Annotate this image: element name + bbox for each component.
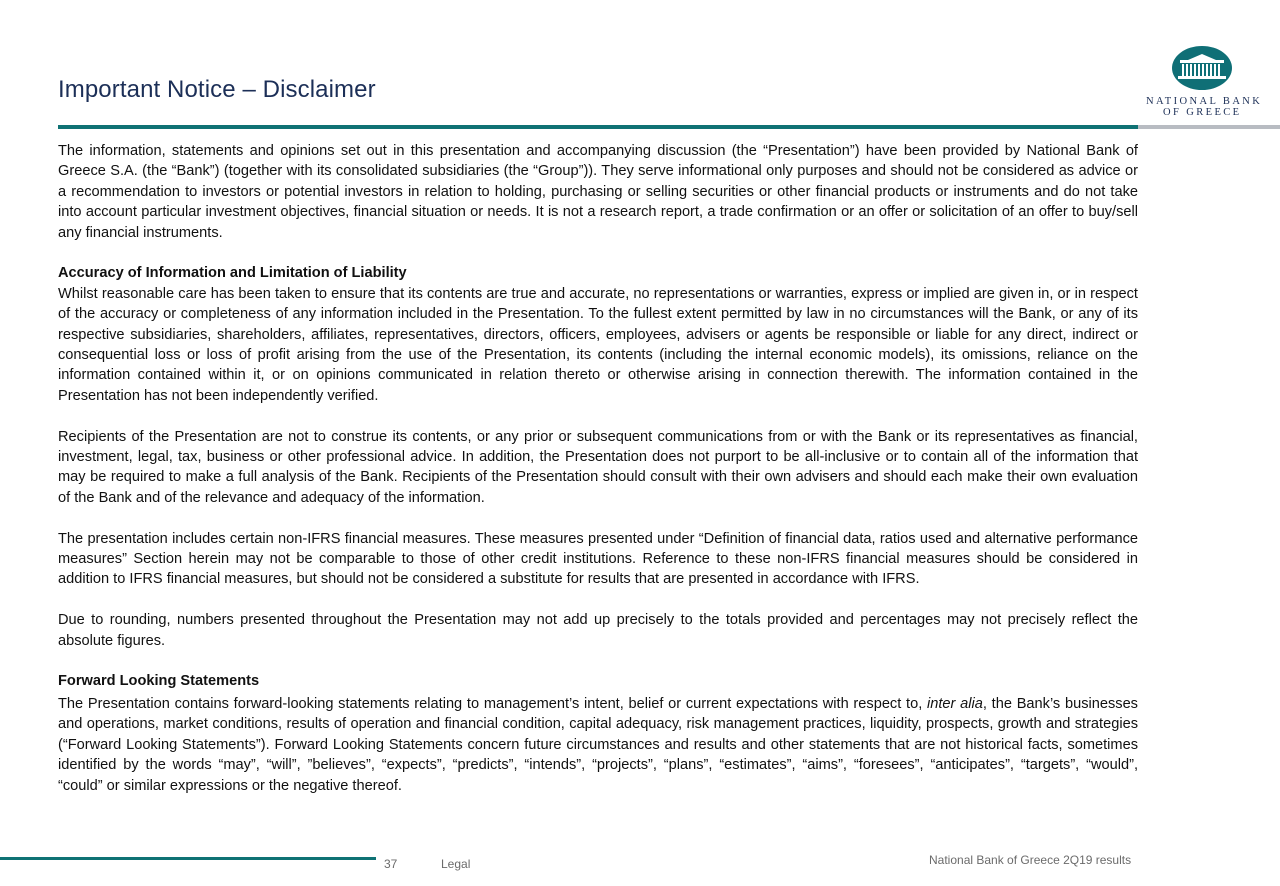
forward-heading: Forward Looking Statements — [58, 673, 260, 690]
page-number: 37 — [384, 857, 398, 871]
forward-paragraph — [58, 694, 1138, 796]
page-title: Important Notice – Disclaimer — [58, 76, 376, 103]
logo-text-national-bank: NATIONAL BANK — [1146, 96, 1263, 107]
rounding-paragraph: Due to rounding, numbers presented throughout the Presentation may not add up precisely to the totals provided and percentages may not precisely reflect the absolute figures. — [58, 612, 1138, 649]
forward-text-b: , the Bank’s businesses and operations, market conditions, results of operation and financial condition, capital adequacy, risk management practices, liquidity, prospects, growth and strategies (“Forward Looking Statements”). Forward Looking Statements concern future circumstances and results and other statements that are not historical facts, sometimes identified by the words “may”, “will”, ”believes”, “expects”, “predicts”, “intends”, “projects”, “plans”, “estimates”, “aims”, “foresees”, “anticipates”, “targets”, “would”, “could” or similar expressions or the negative thereof. — [58, 695, 1138, 794]
ifrs-paragraph: The presentation includes certain non-IFRS financial measures. These measures presented under “Definition of financial data, ratios used and alternative performance measures” Section herein may not be comparable to those of other credit institutions. Reference to these non-IFRS financial measures should be considered in addition to IFRS financial measures, but should not be considered a substitute for results that are presented in accordance with IFRS. — [58, 530, 1138, 588]
intro-paragraph: The information, statements and opinions set out in this presentation and accompanying discussion (the “Presentation”) have been provided by National Bank of Greece S.A. (the “Bank”) (together with its consolidated subsidiaries (the “Group”)). They serve informational only purposes and should not be considered as advice or a recommendation to investors or potential investors in relation to holding, purchasing or selling securities or other financial products or instruments and do not take into account particular investment objectives, financial situation or needs. It is not a research report, a trade confirmation or an offer or solicitation of an offer to buy/sell any financial instruments. — [58, 143, 1138, 241]
accuracy-heading: Accuracy of Information and Limitation of Liability — [58, 265, 407, 282]
footer-report-name: National Bank of Greece 2Q19 results — [929, 853, 1132, 867]
accuracy-paragraph: Whilst reasonable care has been taken to ensure that its contents are true and accurate, no representations or warranties, express or implied are given in, or in respect of the accuracy or completeness of any information included in the Presentation. To the fullest extent permitted by law in no circumstances will the Bank, or any of its respective subsidiaries, shareholders, affiliates, representatives, directors, officers, employees, advisers or agents be responsible or liable for any direct, indirect or consequential loss or loss of profit arising from the use of the Presentation, its contents (including the internal economic models), its omissions, reliance on the information contained within it, or on opinions communicated in relation thereto or otherwise arising in connection therewith. The information contained in the Presentation has not been independently verified. — [58, 285, 1138, 404]
forward-text-a: The Presentation contains forward-looking statements relating to management’s intent, belief or current expectations with respect to, — [58, 695, 927, 712]
header-rule-grey — [1138, 125, 1280, 129]
footer-rule — [0, 857, 376, 860]
disclaimer-body — [58, 141, 1138, 796]
logo-text-of-greece: OF GREECE — [1163, 107, 1242, 118]
header-rule — [58, 125, 1138, 129]
footer-section-label: Legal — [441, 857, 471, 871]
recipients-paragraph: Recipients of the Presentation are not to construe its contents, or any prior or subsequent communications from or with the Bank or its representatives as financial, investment, legal, tax, business or other professional advice. In addition, the Presentation does not purport to be all-inclusive or to contain all of the information that may be required to make a full analysis of the Bank. Recipients of the Presentation should consult with their own advisers and should each make their own evaluation of the Bank and of the relevance and adequacy of the information. — [58, 428, 1138, 506]
forward-text-italic: inter alia — [927, 695, 983, 712]
